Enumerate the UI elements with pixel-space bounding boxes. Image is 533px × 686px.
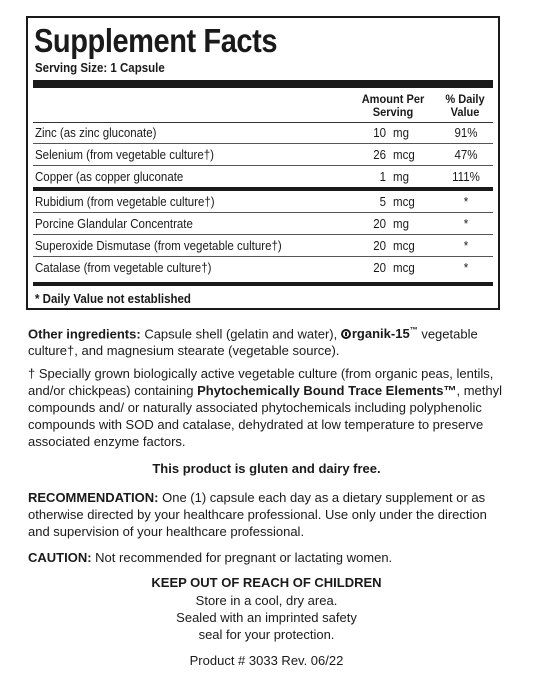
storage-line-1: Store in a cool, dry area. [195,593,338,608]
nutrient-daily-value: * [463,239,469,253]
nutrient-daily-value: 47% [454,148,478,162]
organik-brand: rganik-15™ [341,326,418,341]
nutrient-amount: 20 [373,261,386,275]
nutrient-unit: mg [393,170,409,184]
nutrient-amount: 26 [373,148,386,162]
storage-line-2: Sealed with an imprinted safety [176,610,357,625]
product-number: Product # 3033 Rev. 06/22 [189,653,344,668]
nutrient-name: Copper (as copper gluconate [35,170,184,184]
nutrient-row [33,145,493,166]
nutrient-daily-value: * [463,217,469,231]
serving-size: Serving Size: 1 Capsule [35,61,165,75]
amount-header: Amount Per Serving [361,92,425,119]
caution: CAUTION: Not recommended for pregnant or lactating women. [28,550,393,565]
nutrient-unit: mcg [393,239,415,253]
vegetable-culture-note: † Specially grown biologically active vegetable culture (from organic peas, lentils, and/or chickpeas) containing Phytochemically Bound Trace Elements™, methyl compounds and/ or naturally associated phytochemicals including polyphenolic compounds with SOD and catalase, dehydrated at low temperature to preserve associated enzyme factors. [28,366,502,449]
children-warning: KEEP OUT OF REACH OF CHILDREN [151,575,382,590]
nutrient-amount: 10 [373,126,386,140]
nutrient-name: Rubidium (from vegetable culture†) [35,195,215,209]
nutrient-row [33,192,493,213]
nutrient-row [33,123,493,144]
nutrient-amount: 20 [373,217,386,231]
daily-value-header: % Daily Value [445,92,485,119]
nutrient-unit: mcg [393,261,415,275]
nutrient-name: Catalase (from vegetable culture†) [35,261,212,275]
group-divider [33,187,493,191]
nutrient-amount: 5 [379,195,386,209]
nutrient-daily-value: 91% [454,126,478,140]
nutrient-name: Zinc (as zinc gluconate) [35,126,157,140]
nutrient-row [33,167,493,187]
nutrient-daily-value: * [463,261,469,275]
other-ingredients-label: Other ingredients: [28,326,141,342]
thick-divider [33,80,493,88]
caution-label: CAUTION: [28,550,92,565]
nutrient-unit: mcg [393,148,415,162]
nutrient-name: Porcine Glandular Concentrate [35,217,193,231]
nutrient-unit: mg [393,217,409,231]
nutrient-row [33,236,493,257]
nutrient-amount: 20 [373,239,386,253]
nutrient-row [33,214,493,235]
organik-logo-icon [341,329,351,339]
nutrient-unit: mcg [393,195,415,209]
nutrient-amount: 1 [379,170,386,184]
nutrient-row [33,258,493,278]
panel-title: Supplement Facts [34,22,278,59]
nutrient-unit: mg [393,126,409,140]
supplement-facts-panel [26,16,500,310]
storage-line-3: seal for your protection. [198,627,335,642]
bottom-divider [33,282,493,286]
recommendation-label: RECOMMENDATION: [28,490,159,505]
daily-value-footnote: * Daily Value not established [35,292,191,306]
nutrient-daily-value: 111% [452,170,480,184]
nutrient-name: Selenium (from vegetable culture†) [35,148,214,162]
nutrient-daily-value: * [463,195,469,209]
other-ingredients: Other ingredients: Capsule shell (gelatin and water), rganik-15™ vegetable culture†, and magnesium stearate (vegetable source). [28,326,478,359]
recommendation: RECOMMENDATION: One (1) capsule each day as a dietary supplement or as otherwise directed by your healthcare professional. Use only under the direction and supervision of your healthcare professional. [28,490,487,539]
nutrient-name: Superoxide Dismutase (from vegetable culture†) [35,239,282,253]
gluten-free-statement: This product is gluten and dairy free. [152,461,381,476]
